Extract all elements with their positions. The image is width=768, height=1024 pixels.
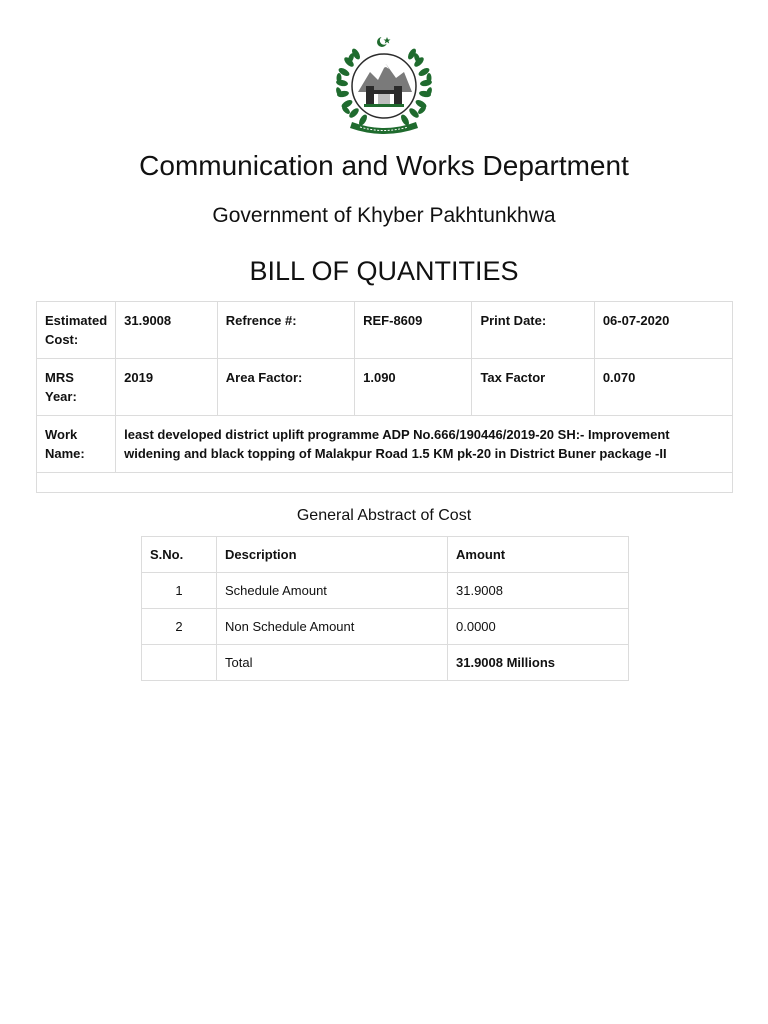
amount-cell: 31.9008: [448, 573, 629, 609]
area-factor-value: 1.090: [355, 359, 472, 416]
table-row: [142, 573, 629, 609]
amount-header: Amount: [448, 537, 629, 573]
kp-government-emblem: [334, 34, 434, 136]
info-row-factors: [37, 359, 733, 416]
mrs-year-value: 2019: [116, 359, 218, 416]
info-row-cost: [37, 302, 733, 359]
abstract-of-cost-table: [141, 536, 629, 681]
tax-factor-label: Tax Factor: [472, 359, 594, 416]
mrs-year-label: MRS Year:: [37, 359, 116, 416]
mountain-fort-medallion: [352, 54, 416, 118]
document-title: BILL OF QUANTITIES: [249, 256, 519, 286]
sno-cell-empty: [142, 645, 217, 681]
work-name-label: Work Name:: [37, 416, 116, 473]
info-row-work-name: [37, 416, 733, 473]
table-header-row: [142, 537, 629, 573]
department-title: Communication and Works Department: [139, 150, 629, 181]
work-name-value: least developed district uplift programme ADP No.666/190446/2019-20 SH:- Improvement widening and black topping of Malakpur Road 1.5 KM pk-20 in District Buner package -II: [116, 416, 733, 473]
print-date-label: Print Date:: [472, 302, 594, 359]
project-info-table: [36, 301, 733, 493]
empty-cell: [37, 473, 733, 493]
total-amount: 31.9008 Millions: [448, 645, 629, 681]
info-row-empty: [37, 473, 733, 493]
description-cell: Schedule Amount: [217, 573, 448, 609]
print-date-value: 06-07-2020: [594, 302, 732, 359]
reference-label: Refrence #:: [217, 302, 354, 359]
total-row: [142, 645, 629, 681]
estimated-cost-value: 31.9008: [116, 302, 218, 359]
reference-value: REF-8609: [355, 302, 472, 359]
area-factor-label: Area Factor:: [217, 359, 354, 416]
sno-cell: 2: [142, 609, 217, 645]
estimated-cost-label: Estimated Cost:: [37, 302, 116, 359]
government-subtitle: Government of Khyber Pakhtunkhwa: [212, 204, 556, 227]
total-label: Total: [217, 645, 448, 681]
sno-header: S.No.: [142, 537, 217, 573]
table-row: [142, 609, 629, 645]
description-cell: Non Schedule Amount: [217, 609, 448, 645]
amount-cell: 0.0000: [448, 609, 629, 645]
sno-cell: 1: [142, 573, 217, 609]
tax-factor-value: 0.070: [594, 359, 732, 416]
abstract-title: General Abstract of Cost: [296, 507, 472, 524]
crescent-star-icon: [377, 36, 391, 47]
description-header: Description: [217, 537, 448, 573]
